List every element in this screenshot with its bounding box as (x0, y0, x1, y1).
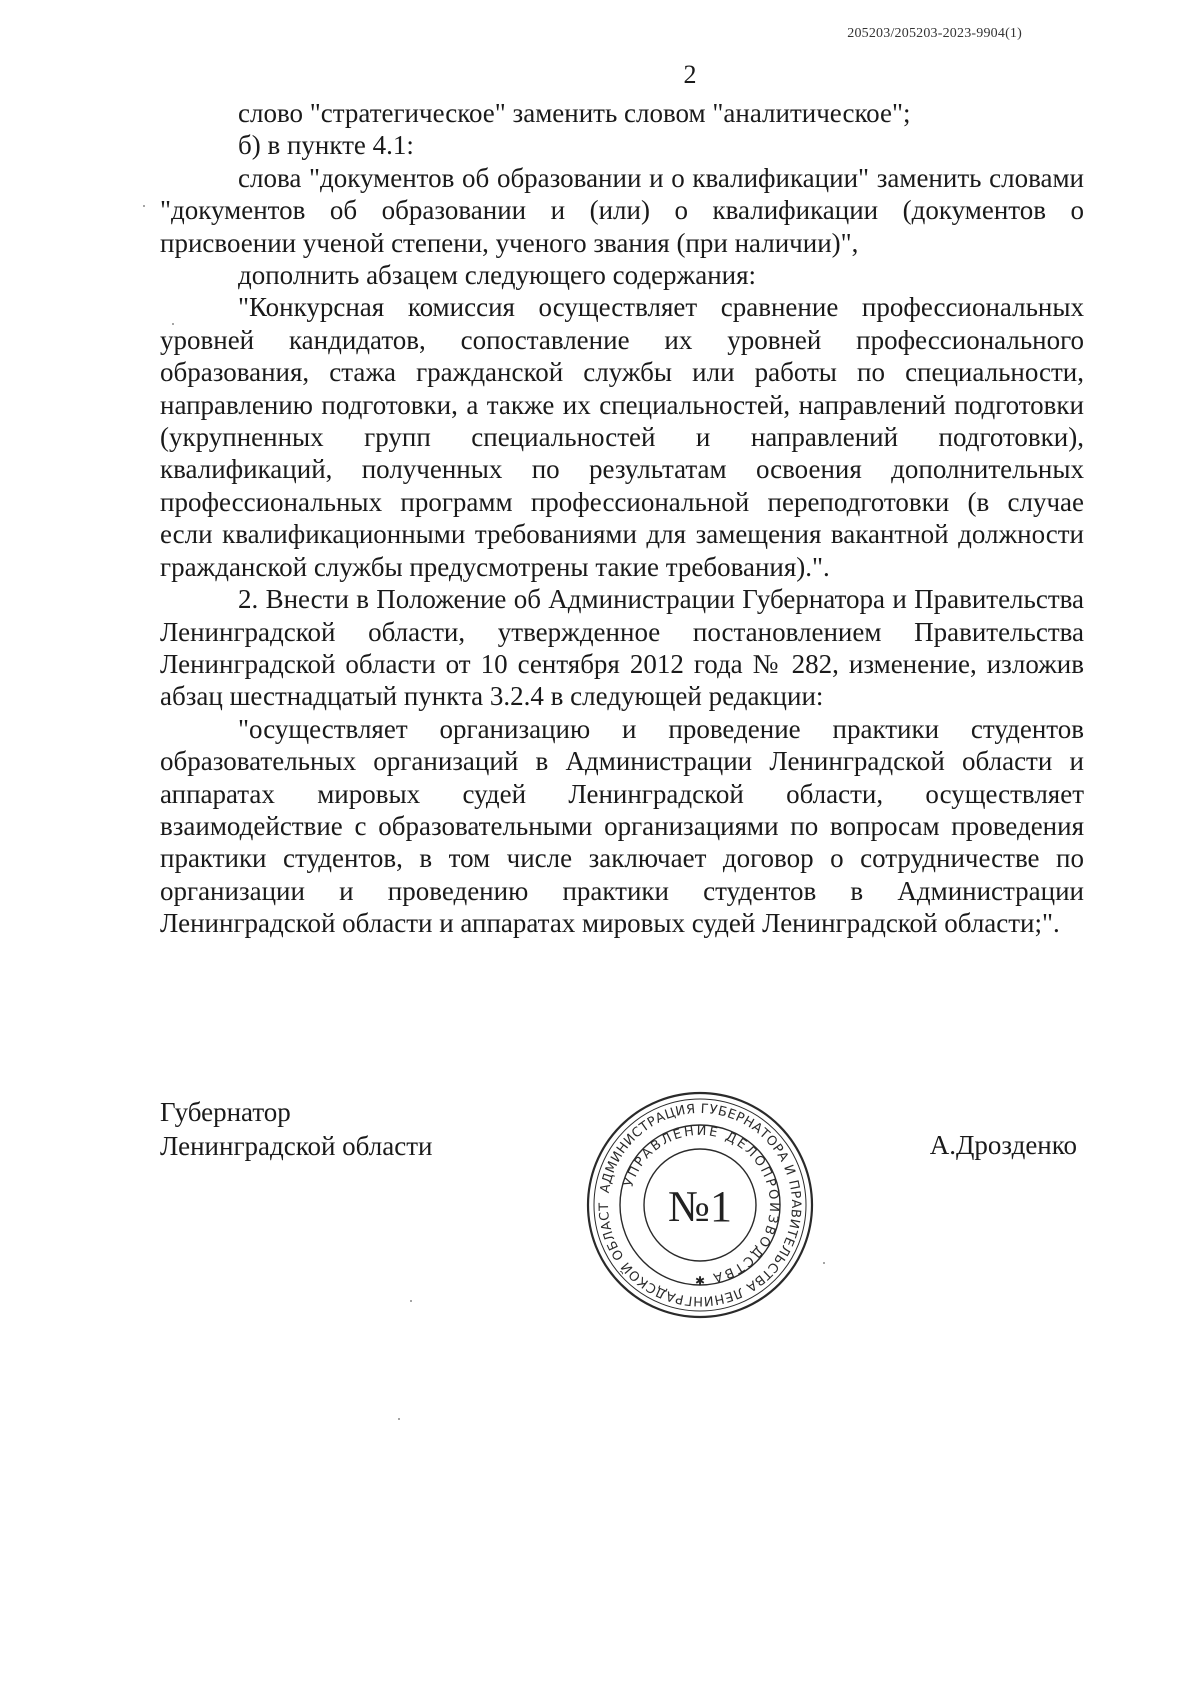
signatory-name: А.Дрозденко (929, 1130, 1077, 1160)
paragraph-commission-text: "Конкурсная комиссия осуществляет сравнение профессиональных уровней кандидатов, сопоставление их уровней профессионального образования, стажа гражданской службы или работы по специальности, направлению подготовки, а также их специальностей, направлений подготовки (укрупненных групп специальностей и направлений подготовки), квалификаций, полученных по результатам освоения дополнительных профессиональных программ профессиональной переподготовки (в случае если квалификационными требованиями для замещения вакантной должности гражданской службы предусмотрены такие требования).". (160, 292, 1084, 582)
document-reference-number: 205203/205203-2023-9904(1) (847, 26, 1022, 41)
page-number: 2 (683, 60, 697, 89)
signatory-position (160, 1095, 432, 1163)
signatory-region: Ленинградской области (160, 1131, 433, 1161)
paragraph-replace-words: слова "документов об образовании и о квалификации" заменить словами "документов об образовании и (или) о квалификации (документов о присвоении ученой степени, ученого звания (при наличии)", (160, 162, 1084, 258)
scan-speck (172, 323, 174, 325)
official-seal (580, 1085, 820, 1325)
seal-center-number: №1 (668, 1182, 732, 1231)
paragraph-add-clause: дополнить абзацем следующего содержания: (238, 260, 757, 291)
scan-speck (410, 1300, 412, 1302)
paragraph-item-2: 2. Внести в Положение об Администрации Губернатора и Правительства Ленинградской области, утвержденное постановлением Правительства Ленинградской области от 10 сентября 2012 года № 282, изменение, изложив абзац шестнадцатый пункта 3.2.4 в следующей редакции: (160, 584, 1084, 712)
paragraph-replace-word: слово "стратегическое" заменить словом "аналитическое"; (238, 98, 911, 128)
seal-star-icon: ✱ (694, 1274, 706, 1288)
scan-speck (398, 1418, 400, 1420)
paragraph-subitem-b: б) в пункте 4.1: (238, 130, 414, 161)
seal-inner-text: УПРАВЛЕНИЕ ДЕЛОПРОИЗВОДСТВА (621, 1123, 782, 1286)
signatory-title: Губернатор (160, 1097, 291, 1127)
seal-outer-text: АДМИНИСТРАЦИЯ ГУБЕРНАТОРА И ПРАВИТЕЛЬСТВА ЛЕНИНГРАДСКОЙ ОБЛАСТ (596, 1101, 804, 1309)
scan-speck (823, 1262, 825, 1264)
seal-graphic (580, 1085, 820, 1325)
scan-speck (143, 205, 145, 207)
document-body (160, 97, 1084, 940)
paragraph-practice-text: "осуществляет организацию и проведение практики студентов образовательных организаций в Администрации Ленинградской области и аппаратах мировых судей Ленинградской области, осуществляет взаимодействие с образовательными организациями по вопросам проведения практики студентов, в том числе заключает договор о сотрудничестве по организации и проведению практики студентов в Администрации Ленинградской области и аппаратах мировых судей Ленинградской области;". (160, 713, 1084, 939)
